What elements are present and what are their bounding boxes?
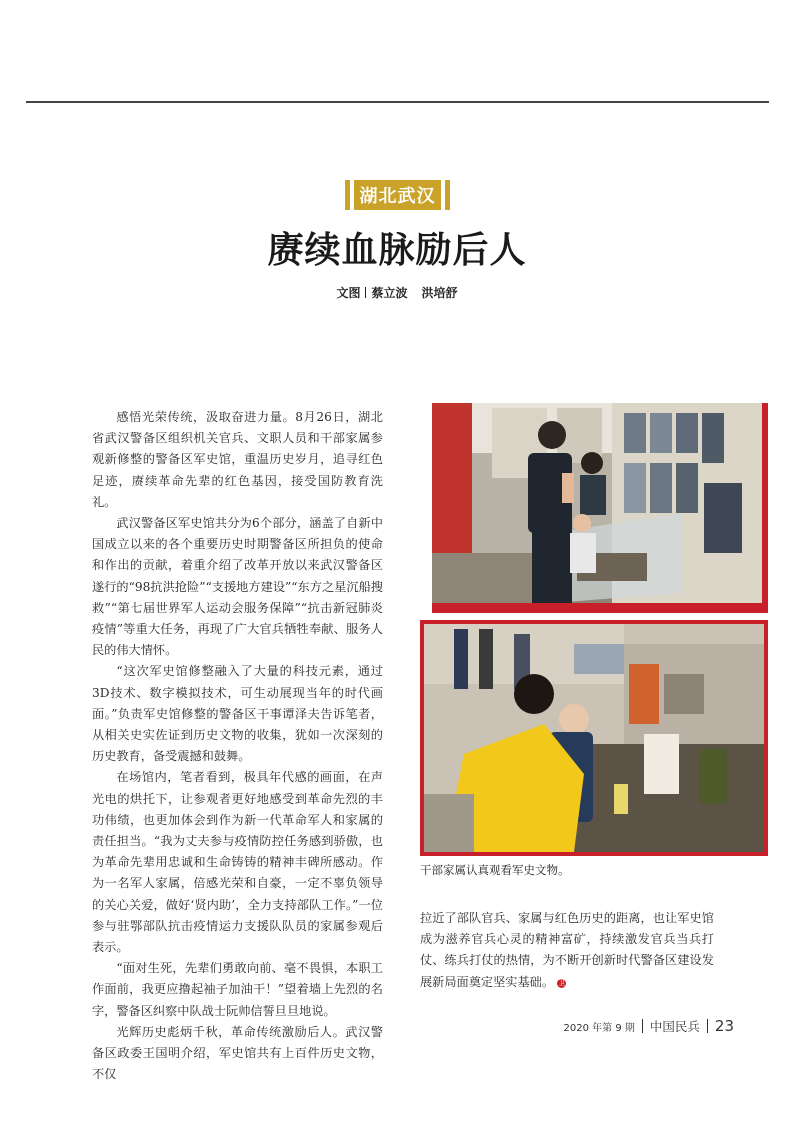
article-body-left-column (92, 407, 383, 1086)
page-footer (564, 1017, 734, 1035)
footer-separator (707, 1019, 708, 1033)
header-rule (26, 101, 769, 103)
closing-text: 拉近了部队官兵、家属与红色历史的距离，也让军史馆成为滋养官兵心灵的精神富矿，持续激发官兵当兵打仗、练兵打仗的热情，为不断开创新时代警备区建设发展新局面奠定坚实基础。 (420, 911, 714, 989)
region-kicker-badge (345, 180, 450, 210)
region-kicker-text: 湖北武汉 (359, 186, 436, 207)
paragraph (420, 908, 714, 993)
page-number: 23 (714, 1017, 734, 1035)
paragraph: 感悟光荣传统，汲取奋进力量。8月26日，湖北省武汉警备区组织机关官兵、文职人员和干部家属参观新修整的警备区军史馆，重温历史岁月，追寻红色足迹，赓续革命先辈的红色基因，接受国防教育洗礼。 (92, 410, 383, 509)
exhibition-photo-1 (432, 403, 768, 613)
issue-label: 2020 年第 9 期 (563, 1022, 635, 1034)
article-title: 赓续血脉励后人 (267, 230, 527, 271)
photo-2-illustration (424, 624, 764, 852)
byline (0, 284, 794, 301)
photo-caption: 干部家属认真观看军史文物。 (420, 863, 570, 877)
exhibition-photo-2 (420, 620, 768, 856)
paragraph: “面对生死，先辈们勇敢向前、毫不畏惧，本职工作面前，我更应撸起袖子加油干！”望着墙上先烈的名字，警备区纠察中队战士阮帅信誓旦旦地说。 (92, 961, 383, 1018)
author-name: 洪培舒 (421, 286, 458, 300)
end-mark-icon: 卫 (558, 978, 566, 987)
paragraph: 在场馆内，笔者看到，极具年代感的画面，在声光电的烘托下，让参观者更好地感受到革命先烈的丰功伟绩，也更加体会到作为新一代革命军人和家属的责任担当。“我为丈夫参与疫情防控任务感到骄傲，也为革命先辈用忠诚和生命铸铸的精神丰碑所感动。作为一名军人家属，倍感光荣和自豪，一定不辜负领导的关心关爱，做好‘贤内助’，全力支持部队工作。”一位参与驻鄂部队抗击疫情运力支援队队员的家属参观后表示。 (92, 770, 383, 955)
photo-1-illustration (432, 403, 762, 603)
article-body-right-column (420, 908, 714, 993)
paragraph: 武汉警备区军史馆共分为6个部分，涵盖了自新中国成立以来的各个重要历史时期警备区所担负的使命和作出的贡献，着重介绍了改革开放以来武汉警备区遂行的“98抗洪抢险”“支援地方建设”“东方之星沉船搜救”“第七届世界军人运动会服务保障”“抗击新冠肺炎疫情”等重大任务，再现了广大官兵牺牲奉献、服务人民的伟大情怀。 (92, 516, 383, 658)
paragraph: 光辉历史彪炳千秋，革命传统激励后人。武汉警备区政委王国明介绍，军史馆共有上百件历史文物，不仅 (92, 1024, 383, 1082)
byline-prefix: 文图 (336, 286, 361, 300)
byline-separator (365, 287, 366, 298)
author-name: 蔡立波 (371, 286, 408, 300)
footer-separator (642, 1019, 643, 1033)
paragraph: “这次军史馆修整融入了大量的科技元素，通过3D技术、数字模拟技术，可生动展现当年的时代画面。”负责军史馆修整的警备区干事谭泽夫告诉笔者，从相关史实佐证到历史文物的收集，犹如一次深刻的历史教育，备受震撼和鼓舞。 (92, 664, 383, 764)
magazine-name: 中国民兵 (649, 1019, 700, 1034)
